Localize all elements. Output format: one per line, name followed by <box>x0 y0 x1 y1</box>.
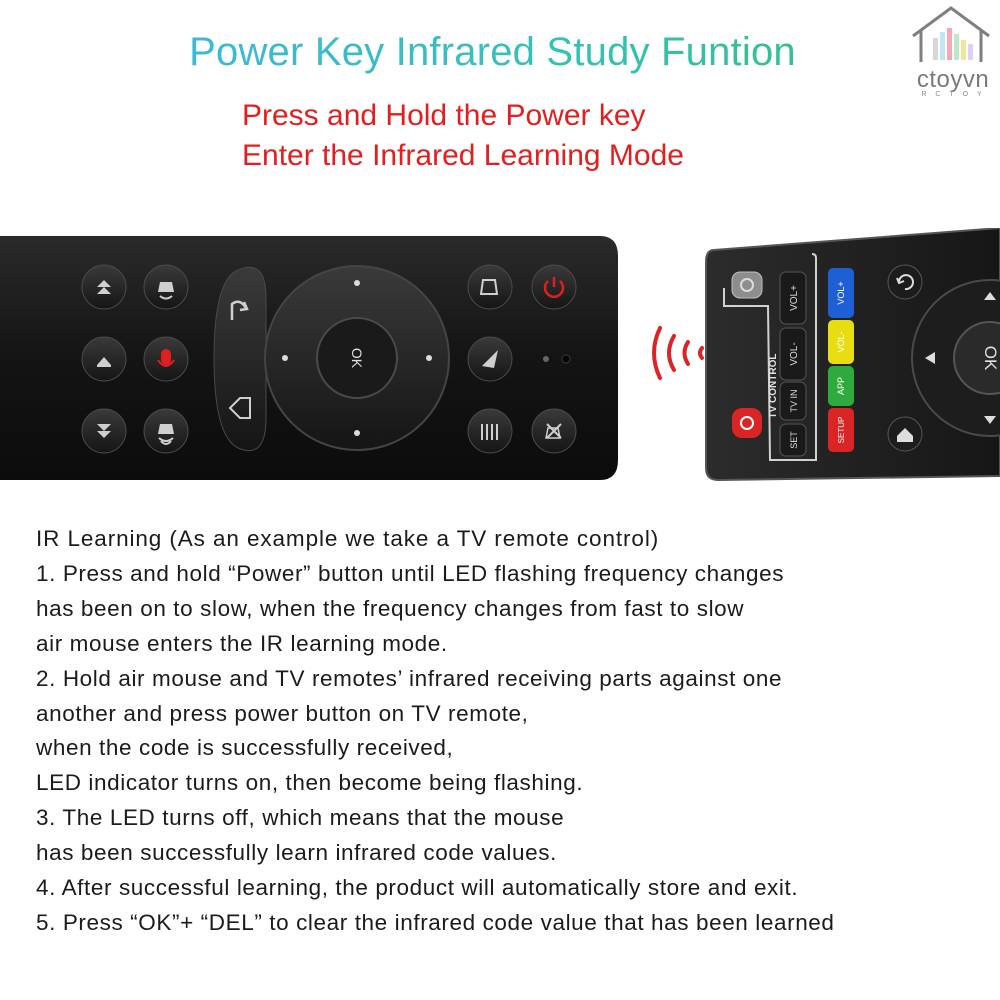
volume-up-button[interactable] <box>144 265 188 309</box>
ok-label: OK <box>349 347 365 369</box>
instruction-line: 2. Hold air mouse and TV remotes’ infrared receiving parts against one <box>36 665 783 691</box>
instructions-heading: IR Learning (As an example we take a TV remote control) <box>36 526 660 551</box>
mute-button[interactable] <box>532 409 576 453</box>
instruction-line: 1. Press and hold “Power” button until LED flashing frequency changes <box>36 560 785 586</box>
red-setup-label: SETUP <box>837 416 846 444</box>
equalizer-icon <box>933 28 973 60</box>
instruction-line: has been on to slow, when the frequency changes from fast to slow <box>36 595 745 621</box>
green-app-button[interactable] <box>828 366 854 406</box>
red-power-button[interactable] <box>732 408 762 438</box>
infrared-signal-icon <box>654 328 702 378</box>
tv-home-button[interactable] <box>888 417 922 451</box>
instruction-line: air mouse enters the IR learning mode. <box>36 630 448 656</box>
instruction-line: when the code is successfully received, <box>36 735 454 761</box>
menu-button[interactable] <box>468 409 512 453</box>
instruction-line: another and press power button on TV remote, <box>36 700 529 726</box>
mouse-mode-button[interactable] <box>468 337 512 381</box>
blue-vol-up-button[interactable] <box>828 268 854 318</box>
logo-subtext: RCTOY <box>921 91 991 98</box>
yellow-vol-down-button[interactable] <box>828 320 854 364</box>
back-home-rocker[interactable] <box>214 267 266 450</box>
air-mouse-remote <box>0 236 618 480</box>
green-app-label: APP <box>836 376 846 396</box>
power-button[interactable] <box>532 265 576 309</box>
tv-set-button[interactable] <box>780 424 806 456</box>
tv-vol-up-label: VOL+ <box>789 285 800 311</box>
blue-vol-up-label: VOL+ <box>836 281 846 305</box>
tv-in-button[interactable] <box>780 382 806 420</box>
tv-vol-down-label: VOL- <box>789 342 800 366</box>
play-pause-button[interactable] <box>82 337 126 381</box>
tv-vol-up-button[interactable] <box>780 272 806 324</box>
volume-down-button[interactable] <box>144 409 188 453</box>
tv-control-label: TV CONTROL <box>768 353 779 419</box>
subtitle-line-1: Press and Hold the Power key <box>242 99 646 132</box>
tv-remote <box>706 228 1000 480</box>
instruction-line: 5. Press “OK”+ “DEL” to clear the infrared code value that has been learned <box>36 909 835 935</box>
tv-vol-down-button[interactable] <box>780 328 806 380</box>
subtitle <box>242 96 684 176</box>
red-setup-button[interactable] <box>828 408 854 452</box>
ok-button[interactable] <box>317 318 397 398</box>
tv-back-button[interactable] <box>888 265 922 299</box>
instruction-line: 3. The LED turns off, which means that the mouse <box>36 805 565 831</box>
page-title: Power Key Infrared Study Funtion <box>0 30 985 75</box>
tv-set-label: SET <box>789 431 799 449</box>
remotes-illustration <box>0 228 1000 490</box>
instructions <box>36 522 986 941</box>
instruction-line: 4. After successful learning, the product will automatically store and exit. <box>36 875 799 901</box>
fast-backward-button[interactable] <box>82 265 126 309</box>
instruction-line: has been successfully learn infrared code values. <box>36 840 557 866</box>
tv-ok-label: OK <box>981 345 1000 371</box>
tv-in-label: TV IN <box>789 389 799 413</box>
instruction-line: LED indicator turns on, then become being flashing. <box>36 770 584 796</box>
tv-power-button[interactable] <box>732 272 762 298</box>
fast-forward-button[interactable] <box>82 409 126 453</box>
microphone-button[interactable] <box>144 337 188 381</box>
logo-text: ctoyvn <box>916 66 990 93</box>
yellow-vol-down-label: VOL- <box>836 331 846 353</box>
delete-button[interactable] <box>468 265 512 309</box>
subtitle-line-2: Enter the Infrared Learning Mode <box>242 139 684 172</box>
